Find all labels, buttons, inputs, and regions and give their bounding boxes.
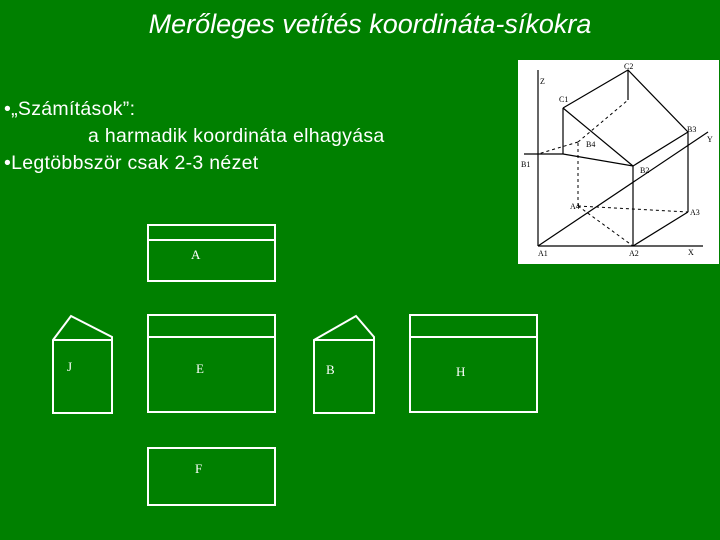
point-label-a2: A2	[629, 249, 639, 258]
bullet-calculations-detail: a harmadik koordináta elhagyása	[88, 125, 385, 147]
axonometric-thumbnail	[518, 60, 719, 264]
point-label-c1: C1	[559, 95, 569, 104]
view-h	[410, 315, 537, 412]
view-label-a: A	[191, 247, 201, 262]
point-label-b2: B2	[640, 166, 650, 175]
slide-title: Merőleges vetítés koordináta-síkokra	[148, 9, 592, 39]
point-label-c2: C2	[624, 62, 634, 71]
view-j	[53, 316, 112, 413]
point-label-a3: A3	[690, 208, 700, 217]
point-label-a1: A1	[538, 249, 548, 258]
point-label-a4: A4	[570, 202, 580, 211]
view-label-j: J	[67, 359, 73, 374]
axis-label-y: Y	[707, 135, 713, 144]
axis-label-x: X	[688, 248, 694, 257]
axonometric-figure	[518, 60, 719, 264]
point-label-b3: B3	[687, 125, 697, 134]
view-label-h: H	[456, 364, 466, 379]
view-b	[314, 316, 374, 413]
view-label-e: E	[196, 361, 204, 376]
point-label-b4: B4	[586, 140, 596, 149]
view-label-b: B	[326, 362, 335, 377]
view-f	[148, 448, 275, 505]
view-e	[148, 315, 275, 412]
bullet-views: •Legtöbbször csak 2-3 nézet	[4, 152, 259, 174]
bullet-calculations: •„Számítások”:	[4, 98, 136, 120]
view-a	[148, 225, 275, 281]
point-label-b1: B1	[521, 160, 531, 169]
view-label-f: F	[195, 461, 203, 476]
axis-label-z: Z	[540, 77, 545, 86]
